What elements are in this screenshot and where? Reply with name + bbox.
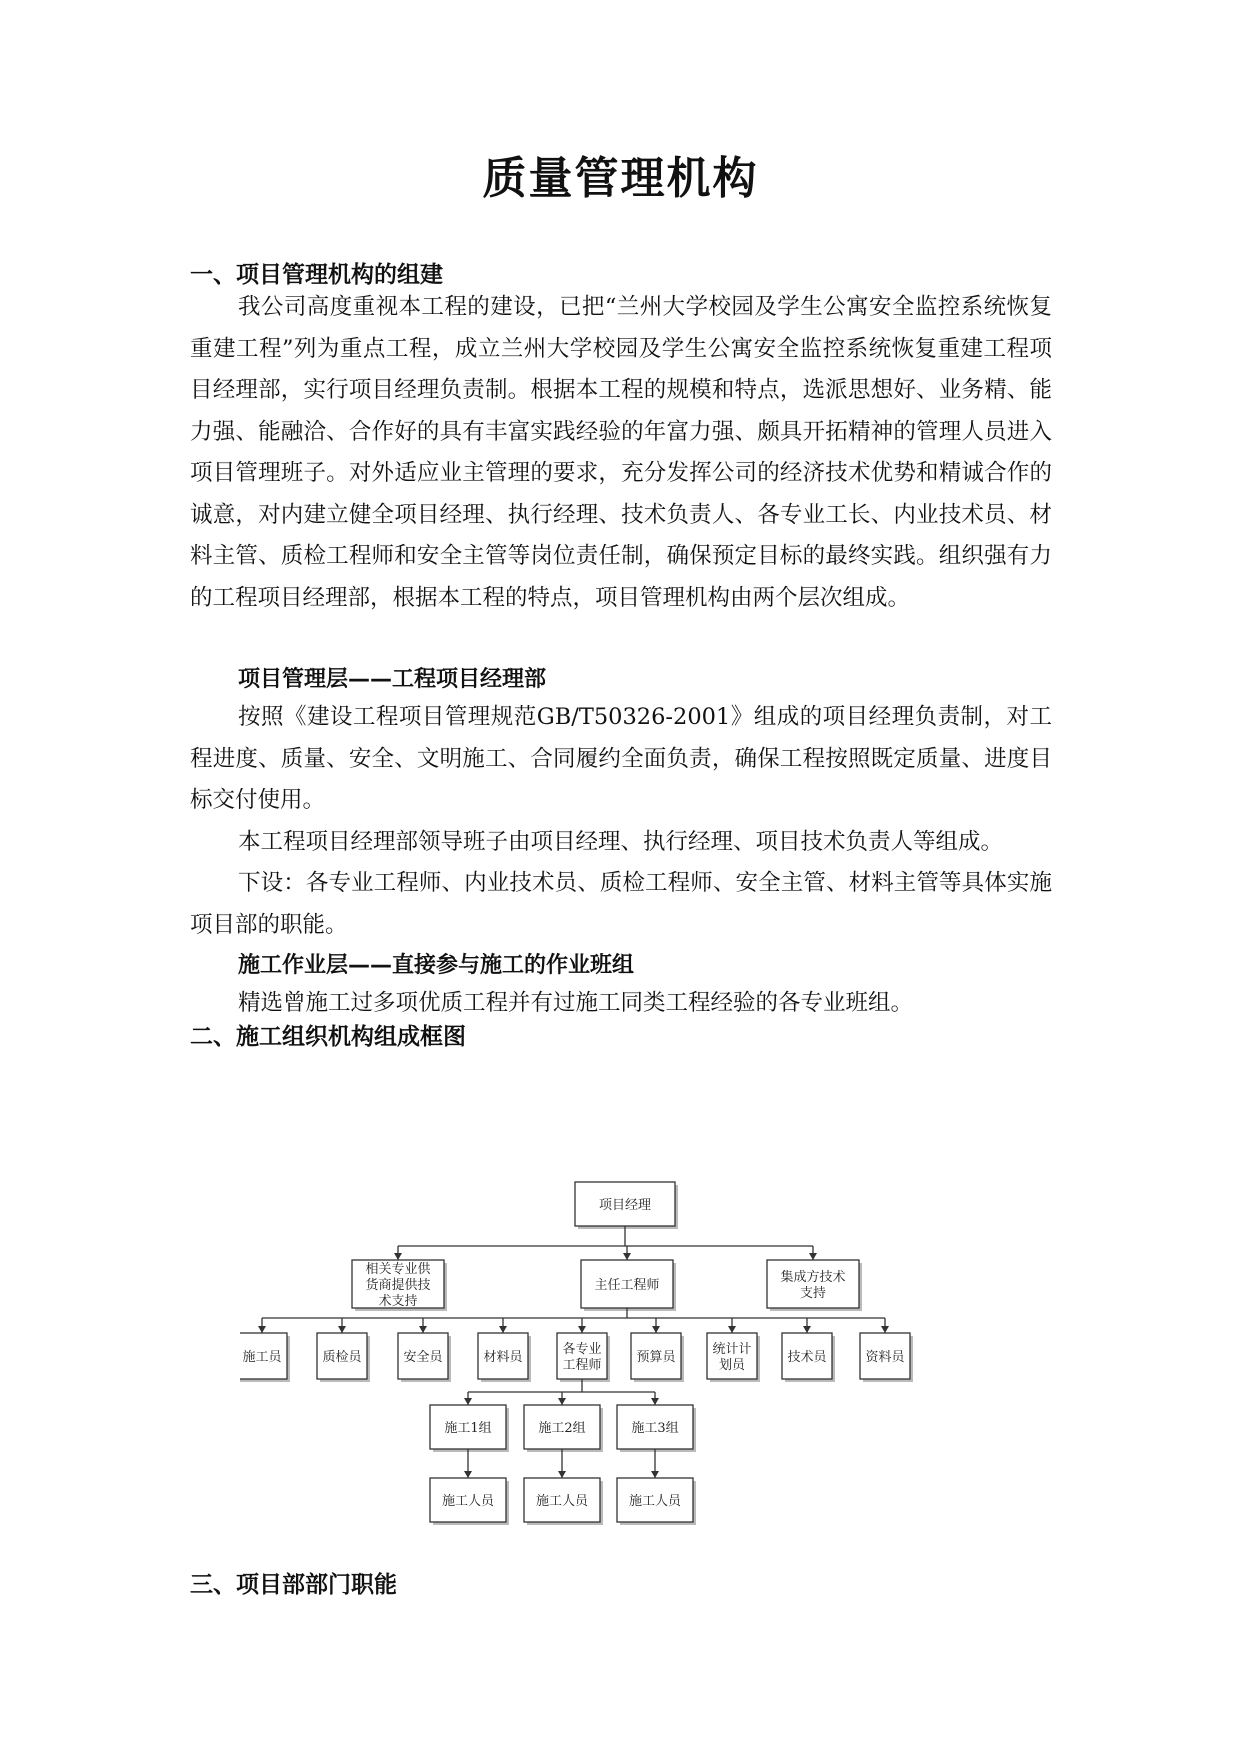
- box-quality-inspector-label: 质检员: [322, 1350, 362, 1365]
- box-material-officer-label: 材料员: [483, 1350, 523, 1365]
- box-budget-officer-label: 预算员: [636, 1350, 676, 1365]
- box-workers-1-label: 施工人员: [441, 1494, 495, 1509]
- section-2-heading: 二、施工组织机构组成框图: [190, 1024, 466, 1050]
- box-technician-label: 技术员: [787, 1350, 827, 1365]
- box-supplier-support-label: 相关专业供: [365, 1262, 431, 1277]
- arrow-head: [464, 1471, 472, 1478]
- arrow-head: [578, 1326, 586, 1333]
- box-construction-staff-label: 施工员: [242, 1350, 282, 1365]
- box-workers-3-label: 施工人员: [628, 1494, 682, 1509]
- arrow-head: [728, 1326, 736, 1333]
- box-construction-group-1-label: 施工1组: [444, 1421, 492, 1436]
- box-integrator-support-label: 集成方技术: [780, 1270, 846, 1285]
- arrow-head: [809, 1253, 817, 1260]
- box-specialty-engineers-label: 工程师: [562, 1358, 602, 1373]
- page-title: 质量管理机构: [482, 153, 759, 204]
- arrow-head: [258, 1326, 266, 1333]
- box-integrator-support-label: 支持: [799, 1286, 827, 1301]
- section-3-heading: 三、项目部部门职能: [190, 1572, 397, 1598]
- arrow-head: [652, 1326, 660, 1333]
- org-chart: [240, 1178, 1000, 1543]
- paragraph-responsibility: 按照《建设工程项目管理规范GB/T50326-2001》组成的项目经理负责制，对工程进度、质量、安全、文明施工、合同履约全面负责，确保工程按照既定质量、进度目标交付使用。: [190, 704, 1052, 813]
- arrow-head: [419, 1326, 427, 1333]
- box-documentation-officer-label: 资料员: [865, 1350, 905, 1365]
- subheading-management-layer: 项目管理层——工程项目经理部: [238, 667, 547, 692]
- arrow-head: [338, 1326, 346, 1333]
- subheading-work-layer: 施工作业层——直接参与施工的作业班组: [238, 953, 635, 978]
- arrow-head: [623, 1253, 631, 1260]
- box-construction-group-2-label: 施工2组: [538, 1421, 586, 1436]
- section-1-heading: 一、项目管理机构的组建: [190, 262, 443, 288]
- arrow-head: [464, 1398, 472, 1405]
- paragraph-leadership: 本工程项目经理部领导班子由项目经理、执行经理、项目技术负责人等组成。: [238, 829, 1004, 855]
- arrow-head: [558, 1398, 566, 1405]
- arrow-head: [651, 1471, 659, 1478]
- box-planning-officer-label: 统计计: [712, 1342, 752, 1357]
- box-supplier-support-label: 货商提供技: [365, 1278, 431, 1293]
- paragraph-subordinates: 下设：各专业工程师、内业技术员、质检工程师、安全主管、材料主管等具体实施项目部的职能。: [190, 870, 1052, 938]
- arrow-head: [394, 1253, 402, 1260]
- box-specialty-engineers-label: 各专业: [562, 1342, 602, 1357]
- box-workers-2-label: 施工人员: [535, 1494, 589, 1509]
- arrow-head: [499, 1326, 507, 1333]
- arrow-head: [803, 1326, 811, 1333]
- box-supplier-support-label: 术支持: [378, 1294, 418, 1309]
- arrow-head: [881, 1326, 889, 1333]
- arrow-head: [651, 1398, 659, 1405]
- arrow-head: [558, 1471, 566, 1478]
- paragraph-organization: 我公司高度重视本工程的建设，已把“兰州大学校园及学生公寓安全监控系统恢复重建工程”列为重点工程，成立兰州大学校园及学生公寓安全监控系统恢复重建工程项目经理部，实行项目经理负责制。根据本工程的规模和特点，选派思想好、业务精、能力强、能融洽、合作好的具有丰富实践经验的年富力强、颇具开拓精神的管理人员进入项目管理班子。对外适应业主管理的要求，充分发挥公司的经济技术优势和精诚合作的诚意，对内建立健全项目经理、执行经理、技术负责人、各专业工长、内业技术员、材料主管、质检工程师和安全主管等岗位责任制，确保预定目标的最终实践。组织强有力的工程项目经理部，根据本工程的特点，项目管理机构由两个层次组成。: [190, 294, 1052, 611]
- box-chief-engineer-label: 主任工程师: [594, 1278, 660, 1293]
- box-project-manager-label: 项目经理: [598, 1198, 652, 1213]
- box-safety-officer-label: 安全员: [403, 1350, 443, 1365]
- box-planning-officer-label: 划员: [718, 1358, 746, 1373]
- box-construction-group-3-label: 施工3组: [631, 1421, 679, 1436]
- paragraph-teams: 精选曾施工过多项优质工程并有过施工同类工程经验的各专业班组。: [238, 990, 914, 1016]
